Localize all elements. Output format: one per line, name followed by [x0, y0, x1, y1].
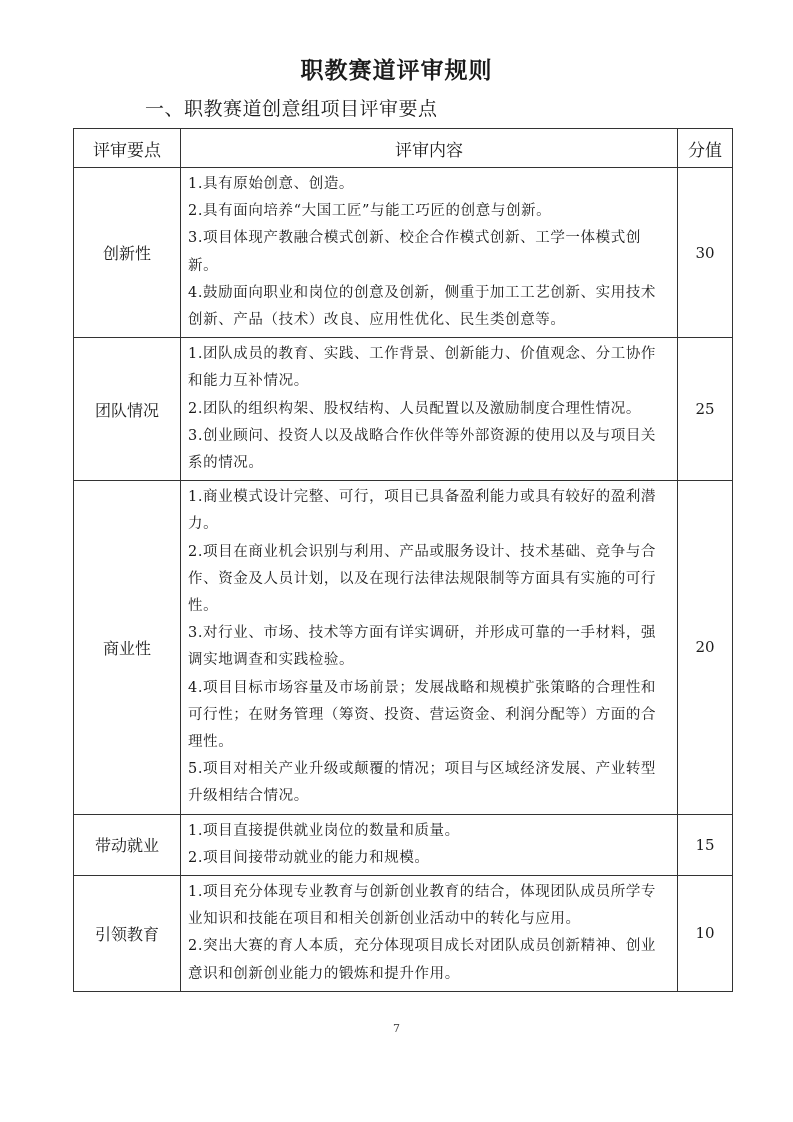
row-score: 30	[678, 168, 733, 338]
row-content	[181, 481, 678, 814]
row-point: 创新性	[74, 168, 181, 338]
content-item: 4.项目目标市场容量及市场前景；发展战略和规模扩张策略的合理性和可行性；在财务管理（筹资、投资、营运资金、利润分配等）方面的合理性。	[188, 679, 657, 751]
row-point: 团队情况	[74, 338, 181, 481]
content-item: 2.项目在商业机会识别与利用、产品或服务设计、技术基础、竞争与合作、资金及人员计划，以及在现行法律法规限制等方面具有实施的可行性。	[188, 543, 657, 615]
content-item: 2.团队的组织构架、股权结构、人员配置以及激励制度合理性情况。	[188, 400, 641, 417]
content-item: 1.商业模式设计完整、可行，项目已具备盈利能力或具有较好的盈利潜力。	[188, 489, 657, 533]
row-content	[181, 168, 678, 338]
row-content	[181, 876, 678, 992]
header-score: 分值	[678, 129, 733, 168]
content-item: 1.项目充分体现专业教育与创新创业教育的结合，体现团队成员所学专业知识和技能在项目和相关创新创业活动中的转化与应用。	[188, 884, 657, 928]
content-item: 2.具有面向培养“大国工匠”与能工巧匠的创意与创新。	[188, 203, 552, 220]
header-content: 评审内容	[181, 129, 678, 168]
table-header-row	[74, 129, 733, 168]
review-criteria-table	[73, 128, 733, 992]
row-point: 商业性	[74, 481, 181, 814]
header-point: 评审要点	[74, 129, 181, 168]
row-point: 引领教育	[74, 876, 181, 992]
row-content	[181, 814, 678, 875]
content-item: 5.项目对相关产业升级或颠覆的情况；项目与区域经济发展、产业转型升级相结合情况。	[188, 761, 657, 805]
content-item: 3.项目体现产教融合模式创新、校企合作模式创新、工学一体模式创新。	[188, 230, 641, 274]
content-item: 3.创业顾问、投资人以及战略合作伙伴等外部资源的使用以及与项目关系的情况。	[188, 427, 657, 472]
content-item: 1.具有原始创意、创造。	[188, 176, 355, 192]
table-row	[74, 876, 733, 992]
section-heading: 一、职教赛道创意组项目评审要点	[145, 98, 438, 120]
content-item: 4.鼓励面向职业和岗位的创意及创新，侧重于加工工艺创新、实用技术创新、产品（技术）改良、应用性优化、民生类创意等。	[188, 284, 657, 329]
row-score: 20	[678, 481, 733, 814]
row-score: 10	[678, 876, 733, 992]
row-point: 带动就业	[74, 814, 181, 875]
row-content	[181, 338, 678, 481]
content-item: 2.项目间接带动就业的能力和规模。	[188, 849, 430, 866]
table-row	[74, 814, 733, 875]
table-row	[74, 168, 733, 338]
row-score: 15	[678, 814, 733, 875]
content-item: 1.团队成员的教育、实践、工作背景、创新能力、价值观念、分工协作和能力互补情况。	[188, 346, 657, 390]
table-row	[74, 481, 733, 814]
content-item: 1.项目直接提供就业岗位的数量和质量。	[188, 822, 460, 839]
document-title: 职教赛道评审规则	[300, 57, 493, 84]
table-row	[74, 338, 733, 481]
content-item: 3.对行业、市场、技术等方面有详实调研，并形成可靠的一手材料，强调实地调查和实践检验。	[188, 625, 657, 669]
page-number: 7	[393, 1022, 400, 1035]
row-score: 25	[678, 338, 733, 481]
content-item: 2.突出大赛的育人本质，充分体现项目成长对团队成员创新精神、创业意识和创新创业能力的锻炼和提升作用。	[188, 938, 657, 982]
